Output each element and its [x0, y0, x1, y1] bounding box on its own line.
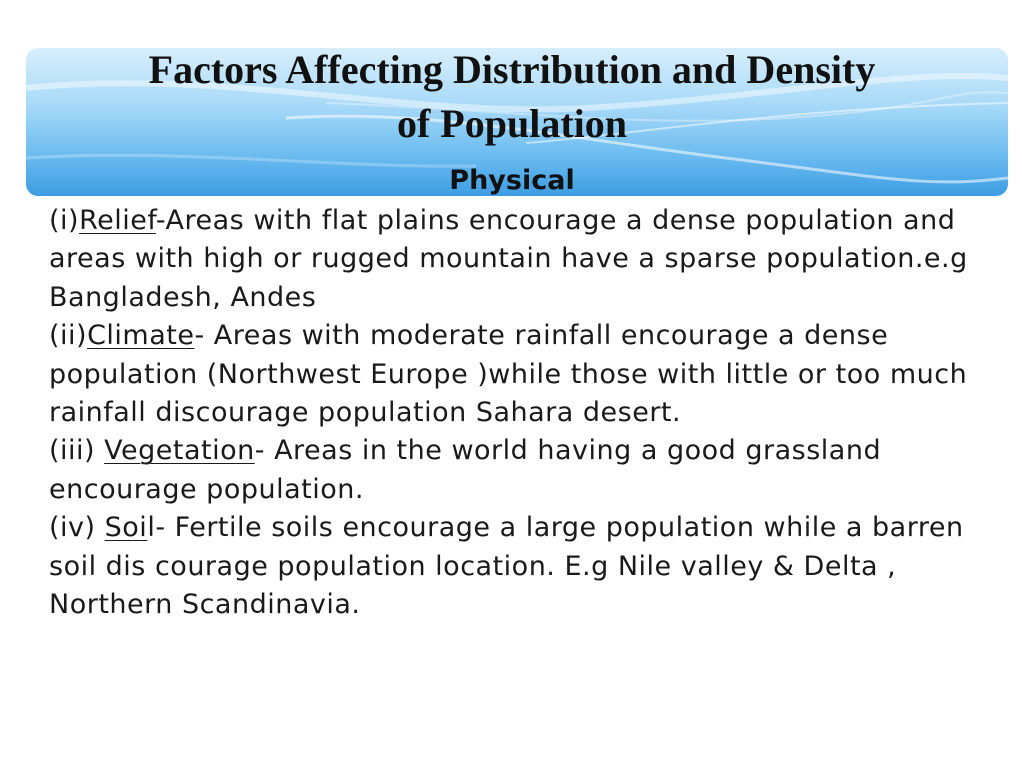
slide-title: [0, 43, 1024, 151]
factor-climate: [49, 317, 1009, 432]
factor-description: -Areas with flat plains encourage a dense population and areas with high or rugged mountain have a sparse population.e.g Bangladesh, Andes: [49, 205, 968, 313]
factor-term: Relief: [79, 205, 156, 236]
factor-term: Vegetation: [104, 435, 255, 467]
factor-term: Soi: [104, 512, 148, 544]
factor-description: - Fertile soils encourage a large population while a barren soil dis courage population location. E.g Nile valley & Delta , Northern Scandinavia.: [49, 512, 964, 621]
slide-title-line-1: Factors Affecting Distribution and Density: [148, 47, 876, 92]
factor-relief: [49, 202, 1009, 317]
factor-description: - Areas with moderate rainfall encourage a dense population (Northwest Europe )while those with little or too much rainfall discourage population Sahara desert.: [49, 320, 968, 429]
slide-title-line-2: of Population: [396, 101, 628, 146]
factor-prefix: (iii): [49, 435, 105, 467]
factor-soil: [49, 509, 1009, 624]
factor-prefix: (ii): [49, 320, 88, 352]
factor-description: - Areas in the world having a good grassland encourage population.: [49, 435, 882, 505]
factors-list: [49, 202, 1009, 624]
slide-subtitle: Physical: [449, 165, 575, 196]
factor-term-tail: l: [147, 512, 156, 544]
factor-vegetation: [49, 432, 1009, 509]
factor-prefix: (iv): [49, 512, 105, 544]
factor-prefix: (i): [49, 205, 80, 236]
factor-term: Climate: [87, 320, 195, 352]
